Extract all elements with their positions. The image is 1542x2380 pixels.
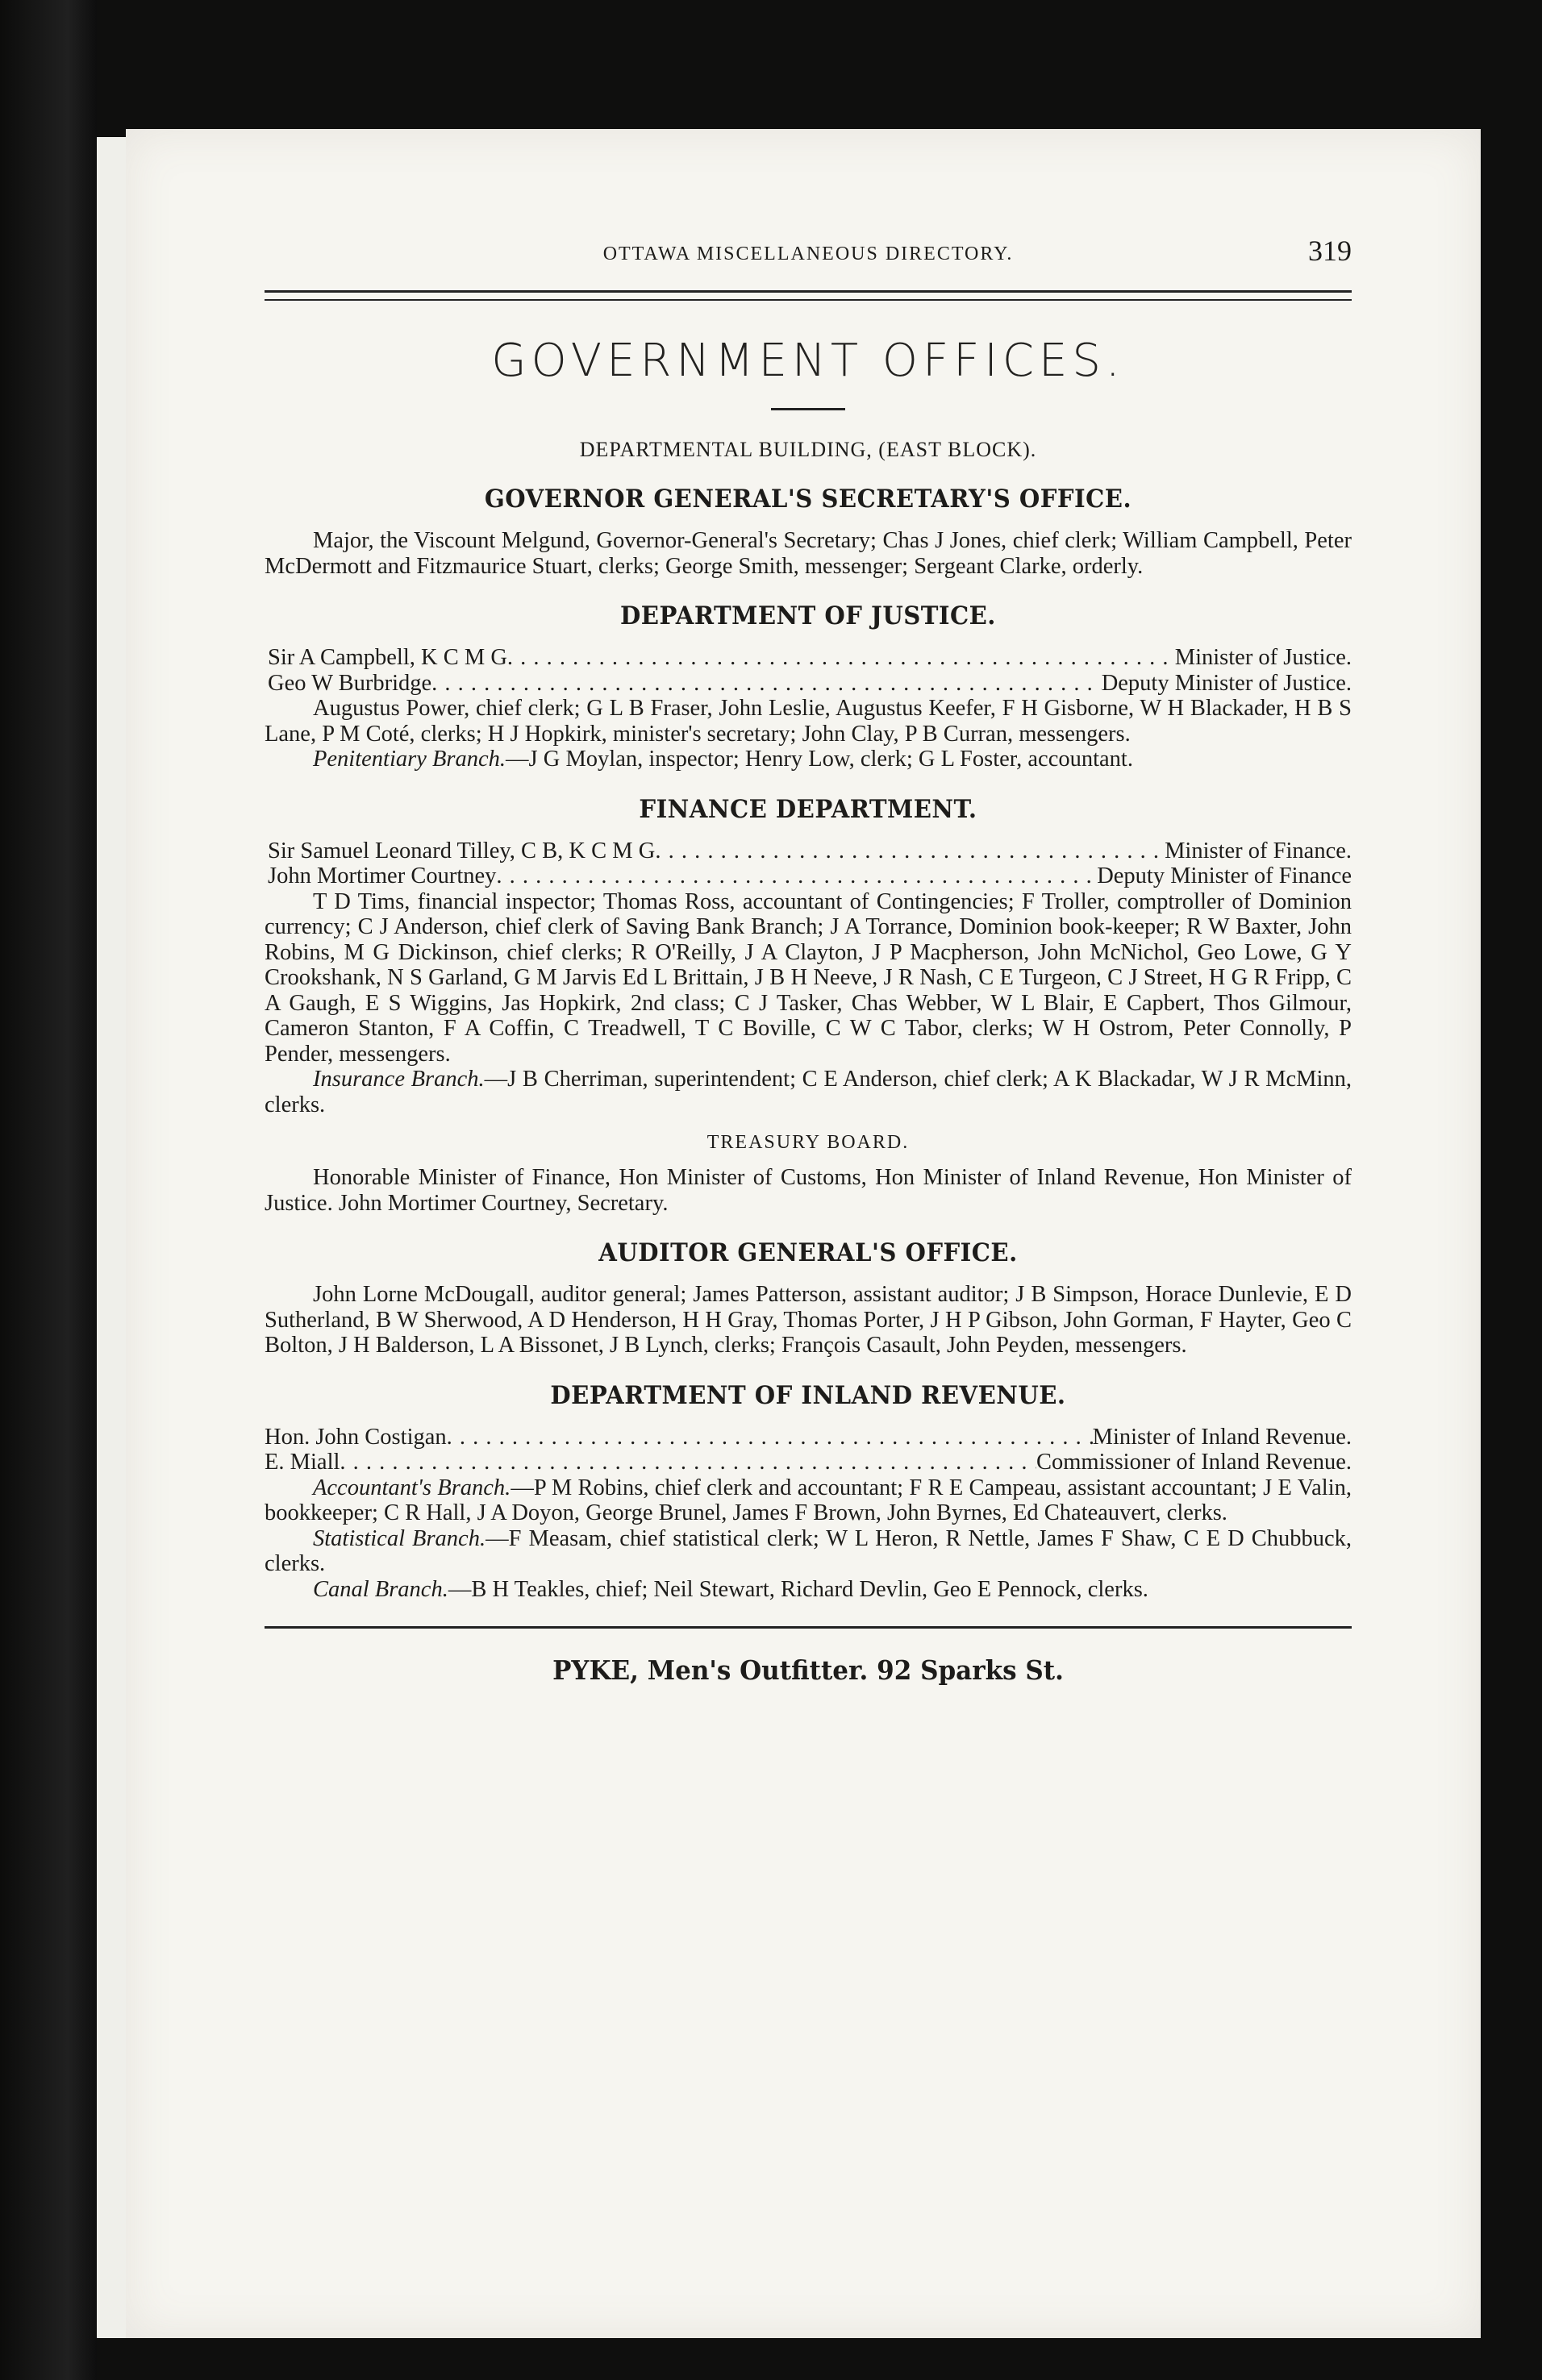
statistical-branch-entry [265,1526,1352,1577]
justice-entry: Augustus Power, chief clerk; G L B Fraser, John Leslie, Augustus Keefer, F H Gisborne, W H Blackader, H B S Lane, P M Coté, clerks; H J Hopkirk, minister's secretary; John Clay, P B Curran, messengers. [265,696,1352,747]
inland-row-minister [265,1425,1352,1450]
section-heading-auditor: AUDITOR GENERAL'S OFFICE. [598,1238,1018,1267]
penitentiary-branch-entry [265,747,1352,772]
official-name: E. Miall [265,1450,340,1475]
official-name: Geo W Burbridge [268,670,432,696]
header-rule [265,290,1352,293]
main-title: GOVERNMENT OFFICES. [491,335,1125,387]
title-rule [771,408,845,410]
official-name: John Mortimer Courtney [268,863,497,888]
official-office: Commissioner of Inland Revenue. [1036,1450,1352,1475]
section-heading-treasury: TREASURY BOARD. [706,1132,910,1153]
section-heading-finance: FINANCE DEPARTMENT. [639,794,977,824]
insurance-branch-entry [265,1067,1352,1117]
treasury-entry: Honorable Minister of Finance, Hon Minister of Customs, Hon Minister of Inland Revenue, Hon Minister of Justice. John Mortimer Courtney, Secretary. [265,1165,1352,1216]
branch-name: Canal Branch. [313,1576,448,1602]
directory-page [126,129,1481,2338]
justice-row-deputy [265,671,1352,697]
footer-rule [265,1626,1352,1629]
running-head-title: OTTAWA MISCELLANEOUS DIRECTORY. [602,243,1014,264]
official-office: Minister of Justice. [1174,645,1352,670]
official-office: Minister of Inland Revenue. [1092,1424,1352,1450]
official-office: Minister of Finance. [1165,838,1352,863]
finance-row-deputy [265,863,1352,889]
dot-leader [431,671,1102,697]
page-number: 319 [1308,235,1352,267]
official-office: Deputy Minister of Finance [1097,863,1352,888]
branch-text: —J G Moylan, inspector; Henry Low, clerk; G L Foster, accountant. [506,747,1133,772]
official-name: Sir Samuel Leonard Tilley, C B, K C M G [268,838,656,863]
justice-row-minister [265,645,1352,671]
branch-name: Penitentiary Branch. [313,747,506,772]
branch-text: —F Measam, chief statistical clerk; W L Heron, R Nettle, James F Shaw, C E D Chubbuck, clerks. [265,1525,1352,1576]
branch-text: —B H Teakles, chief; Neil Stewart, Richard Devlin, Geo E Pennock, clerks. [448,1576,1148,1602]
section-heading-inland-revenue: DEPARTMENT OF INLAND REVENUE. [550,1380,1066,1410]
branch-text: —P M Robins, chief clerk and accountant; F R E Campeau, assistant accountant; J E Valin, bookkeeper; C R Hall, J A Doyon, George Brunel, James F Brown, John Byrnes, Ed Chateauvert, clerks. [265,1475,1352,1525]
official-name: Sir A Campbell, K C M G [268,645,507,670]
page-content [265,234,1352,1686]
branch-name: Accountant's Branch. [313,1475,511,1500]
running-head [265,234,1352,279]
footer-advertisement: PYKE, Men's Outfitter. 92 Sparks St. [552,1654,1064,1686]
canal-branch-entry [265,1577,1352,1603]
dot-leader [507,645,1175,671]
finance-entry: T D Tims, financial inspector; Thomas Ross, accountant of Contingencies; F Troller, comptroller of Dominion currency; C J Anderson, chief clerk of Saving Bank Branch; J A Torrance, Dominion book-keeper; R W Baxter, John Robins, M G Dickinson, chief clerks; R O'Reilly, J A Clayton, J P Macpherson, John McNichol, Geo Lowe, G Y Crookshank, N S Garland, G M Jarvis Ed L Brittain, J B H Neeve, J R Nash, C E Turgeon, C J Street, H G R Fripp, C A Gaugh, E S Wiggins, Jas Hopkirk, 2nd class; C J Tasker, Chas Webber, W L Blair, E Capbert, Thos Gilmour, Cameron Stanton, F A Coffin, C Treadwell, T C Boville, C W C Tabor, clerks; W H Ostrom, Peter Connolly, P Pender, messengers. [265,888,1352,1067]
dot-leader [496,863,1097,889]
header-rule-second [265,299,1352,301]
finance-row-minister [265,838,1352,864]
auditor-entry: John Lorne McDougall, auditor general; James Patterson, assistant auditor; J B Simpson, Horace Dunlevie, E D Sutherland, B W Sherwood, A D Henderson, H H Gray, Thomas Porter, J H P Gibson, John Gorman, F Hayter, Geo C Bolton, J H Balderson, L A Bissonet, J B Lynch, clerks; François Casault, John Peyden, messengers. [265,1282,1352,1358]
branch-name: Insurance Branch. [313,1067,485,1092]
section-heading-justice: DEPARTMENT OF JUSTICE. [620,601,996,630]
building-subtitle: DEPARTMENTAL BUILDING, (EAST BLOCK). [579,438,1037,461]
section-heading-governor: GOVERNOR GENERAL'S SECRETARY'S OFFICE. [484,485,1132,514]
governor-entry: Major, the Viscount Melgund, Governor-General's Secretary; Chas J Jones, chief clerk; William Campbell, Peter McDermott and Fitzmaurice Stuart, clerks; George Smith, messenger; Sergeant Clarke, orderly. [265,528,1352,579]
branch-text: —J B Cherriman, superintendent; C E Anderson, chief clerk; A K Blackadar, W J R McMinn, clerks. [265,1067,1352,1117]
book-binding [0,0,97,2380]
dot-leader [655,838,1165,864]
previous-page-edge [97,137,126,2338]
official-office: Deputy Minister of Justice. [1101,670,1352,696]
accountants-branch-entry [265,1475,1352,1526]
official-name: Hon. John Costigan [265,1424,447,1450]
inland-row-commissioner [265,1450,1352,1475]
branch-name: Statistical Branch. [313,1525,486,1551]
dot-leader [340,1450,1036,1475]
dot-leader [447,1425,1093,1450]
